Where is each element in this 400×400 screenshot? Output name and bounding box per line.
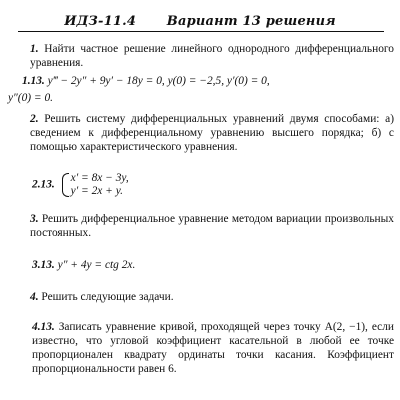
task-2-statement: 2. Решить систему дифференциальных уравнений двумя способами: а) сведением к дифференциальному уравнению высшего порядка; б) с помощью характеристического уравнения. [30, 113, 394, 153]
task-3 [8, 212, 394, 240]
variant-title: Вариант 13 решения [166, 14, 336, 29]
header-rule [18, 31, 384, 32]
task-2 [8, 112, 394, 154]
document-title: ИДЗ-11.4 [64, 14, 137, 29]
task-1-statement: 1. Найти частное решение линейного однородного дифференциального уравнения. [30, 43, 394, 69]
task-4-statement: 4. Решить следующие задачи. [30, 291, 174, 303]
task-1 [8, 42, 394, 70]
task-4-item: 4.13. Записать уравнение кривой, проходящей через точку A(2, −1), если известно, что угловой коэффициент касательной в любой ее точке пропорционален квадрату ординаты точки касания. Коэффициент пропорциональности равен 6. [32, 321, 394, 375]
task-1-equation: y‴ − 2y″ + 9y′ − 18y = 0, y(0) = −2,5, y′(0) = 0, [47, 75, 270, 87]
task-3-equation: y″ + 4y = ctg 2x. [57, 259, 136, 271]
task-4 [8, 290, 394, 304]
task-3-statement: 3. Решить дифференциальное уравнение методом вариации произвольных постоянных. [30, 213, 394, 239]
task-4-problem: Записать уравнение кривой, проходящей через точку A(2, −1), если известно, что угловой коэффициент касательной в любой ее точке пропорционален квадрату ординаты точки касания. Коэффициент пропорциональности равен 6. [32, 321, 394, 375]
task-2-item: 2.13. x′ = 8x − 3y, y′ = 2x + y. [32, 172, 129, 197]
document-header [0, 14, 400, 29]
task-1-item: 1.13. y‴ − 2y″ + 9y′ − 18y = 0, y(0) = −2,5, y′(0) = 0, y″(0) = 0. [8, 75, 270, 104]
task-1-equation-cont: y″(0) = 0. [8, 92, 54, 104]
task-2-system: x′ = 8x − 3y, y′ = 2x + y. [62, 172, 129, 198]
task-3-item: 3.13. y″ + 4y = ctg 2x. [32, 259, 136, 271]
